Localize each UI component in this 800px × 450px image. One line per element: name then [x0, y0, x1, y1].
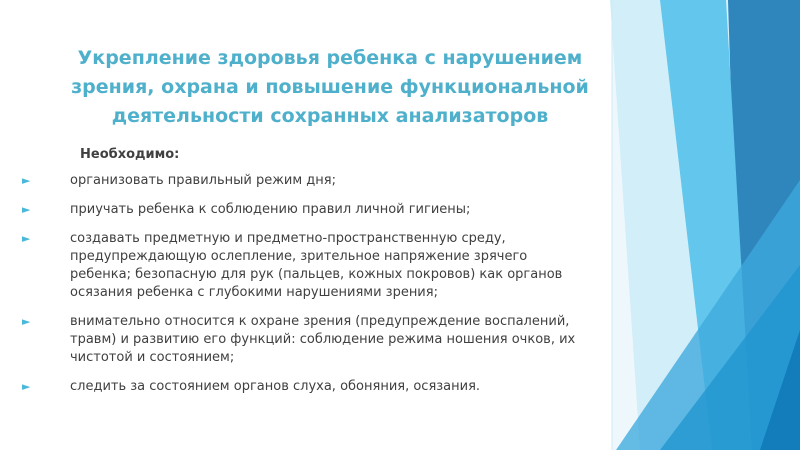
list-item-text: приучать ребенка к соблюдению правил личной гигиены;: [70, 202, 471, 217]
list-item-text: внимательно относится к охране зрения (предупреждение воспалений, травм) и развитию его функций: соблюдение режима ношения очков, их чистотой и состоянием;: [70, 314, 576, 365]
list-item-text: создавать предметную и предметно-пространственную среду, предупреждающую ослепление, зрительное напряжение зрячего ребенка; безопасную для рук (пальцев, кожных покровов) как органов осязания ребенка с глубокими нарушениями зрения;: [70, 231, 563, 300]
bullet-list: [22, 172, 592, 396]
list-item-text: следить за состоянием органов слуха, обоняния, осязания.: [70, 379, 481, 394]
triangle-right-icon: ►: [22, 174, 31, 187]
lead-text: Необходимо:: [80, 147, 180, 162]
triangle-right-icon: ►: [22, 380, 31, 393]
slide-title: Укрепление здоровья ребенка с нарушением зрения, охрана и повышение функциональной деятельности сохранных анализаторов: [71, 47, 589, 127]
triangle-right-icon: ►: [22, 315, 31, 328]
slide-content: [22, 146, 592, 407]
list-item: [22, 172, 592, 190]
list-item-text: организовать правильный режим дня;: [70, 173, 336, 188]
triangle-right-icon: ►: [22, 232, 31, 245]
list-item: [22, 201, 592, 219]
list-item: [22, 378, 592, 396]
list-item: [22, 230, 592, 302]
triangle-right-icon: ►: [22, 203, 31, 216]
list-item: [22, 313, 592, 367]
